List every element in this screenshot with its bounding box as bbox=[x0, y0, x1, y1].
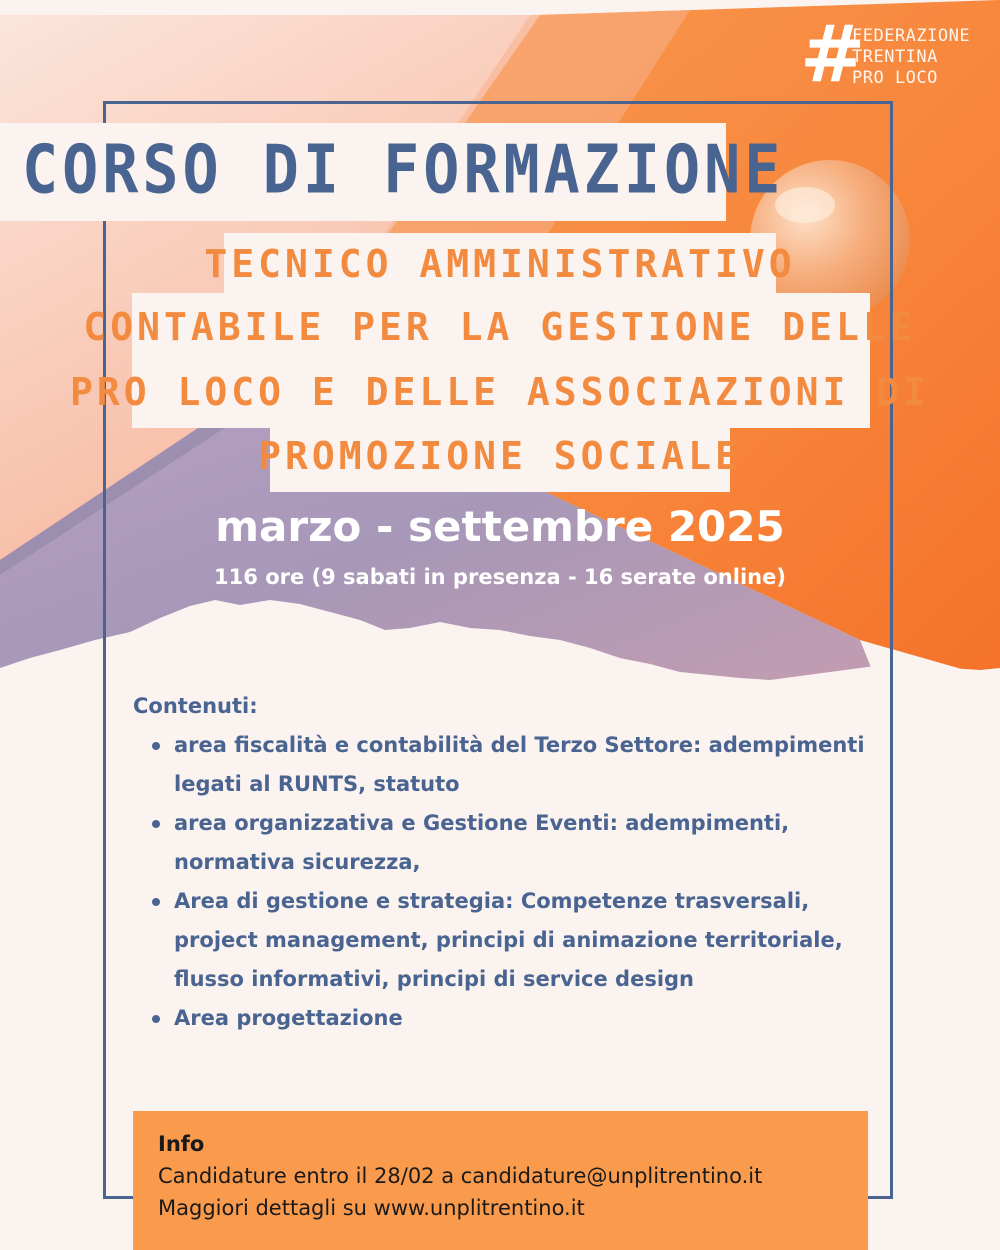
list-item bbox=[133, 726, 873, 804]
hashtag-icon: # bbox=[800, 10, 866, 100]
bullet-icon bbox=[152, 742, 160, 750]
list-item bbox=[133, 882, 873, 999]
logo-line-1: FEDERAZIONE bbox=[852, 26, 971, 46]
subtitle-line-3: PRO LOCO E DELLE ASSOCIAZIONI DI bbox=[69, 370, 931, 414]
logo-line-3: PRO LOCO bbox=[852, 68, 938, 88]
bullet-icon bbox=[152, 898, 160, 906]
info-website-line: Maggiori dettagli su www.unplitrentino.it bbox=[158, 1196, 585, 1220]
contents-list bbox=[133, 726, 873, 1038]
list-item-text: Area di gestione e strategia: Competenze trasversali, project management, principi di animazione territoriale, flusso informativi, principi di service design bbox=[174, 889, 843, 991]
contents-heading: Contenuti: bbox=[133, 694, 258, 718]
list-item bbox=[133, 999, 873, 1038]
subtitle-line-1: TECNICO AMMINISTRATIVO bbox=[204, 242, 796, 286]
federazione-logo bbox=[800, 10, 985, 102]
info-box bbox=[133, 1111, 868, 1250]
course-hours: 116 ore (9 sabati in presenza - 16 serate online) bbox=[214, 565, 786, 589]
subtitle-line-2: CONTABILE PER LA GESTIONE DELLE bbox=[83, 305, 917, 349]
bullet-icon bbox=[152, 820, 160, 828]
list-item bbox=[133, 804, 873, 882]
info-heading: Info bbox=[158, 1132, 205, 1156]
course-dates: marzo - settembre 2025 bbox=[215, 502, 785, 551]
logo-text bbox=[852, 26, 970, 89]
list-item-text: Area progettazione bbox=[174, 1006, 403, 1030]
list-item-text: area fiscalità e contabilità del Terzo Settore: adempimenti legati al RUNTS, statuto bbox=[174, 733, 865, 796]
contents-section bbox=[133, 690, 873, 1038]
subtitle-line-4: PROMOZIONE SOCIALE bbox=[258, 434, 742, 478]
list-item-text: area organizzativa e Gestione Eventi: adempimenti, normativa sicurezza, bbox=[174, 811, 790, 874]
course-title: CORSO DI FORMAZIONE bbox=[22, 130, 785, 210]
info-application-line: Candidature entro il 28/02 a candidature@unplitrentino.it bbox=[158, 1164, 763, 1188]
logo-line-2: TRENTINA bbox=[852, 47, 938, 67]
bullet-icon bbox=[152, 1015, 160, 1023]
